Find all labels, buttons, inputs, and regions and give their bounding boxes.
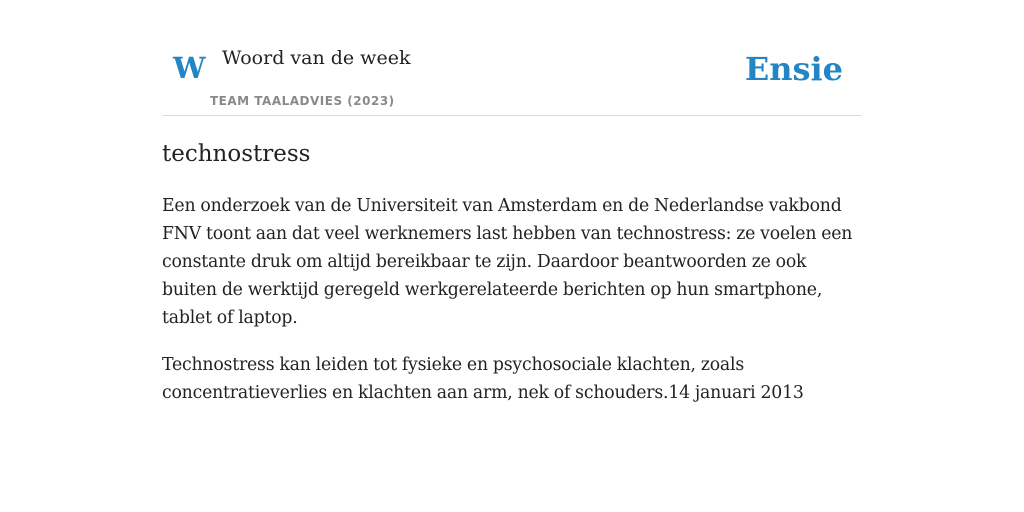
entry-word: technostress xyxy=(162,141,311,167)
section-title[interactable]: Woord van de week xyxy=(222,47,411,69)
entry-paragraph xyxy=(162,351,862,407)
header xyxy=(162,0,862,116)
section-logo-icon: W xyxy=(173,51,206,85)
brand-logo[interactable]: Ensie xyxy=(744,50,843,88)
entry-paragraph-text: Technostress kan leiden tot fysieke en psychosociale klachten, zoals concentratieverlies en klachten aan arm, nek of schouders. xyxy=(162,355,745,403)
entry-body xyxy=(162,192,862,426)
entry-paragraph: Een onderzoek van de Universiteit van Amsterdam en de Nederlandse vakbond FNV toont aan dat veel werknemers last hebben van technostress: ze voelen een constante druk om altijd bereikbaar te zijn. Daardoor beantwoorden ze ook buiten de werktijd geregeld werkgerelateerde berichten op hun smartphone, tablet of laptop. xyxy=(162,196,853,328)
entry-date: 14 januari 2013 xyxy=(668,383,804,403)
article-card xyxy=(162,0,862,512)
author-label: TEAM TAALADVIES (2023) xyxy=(210,94,395,108)
